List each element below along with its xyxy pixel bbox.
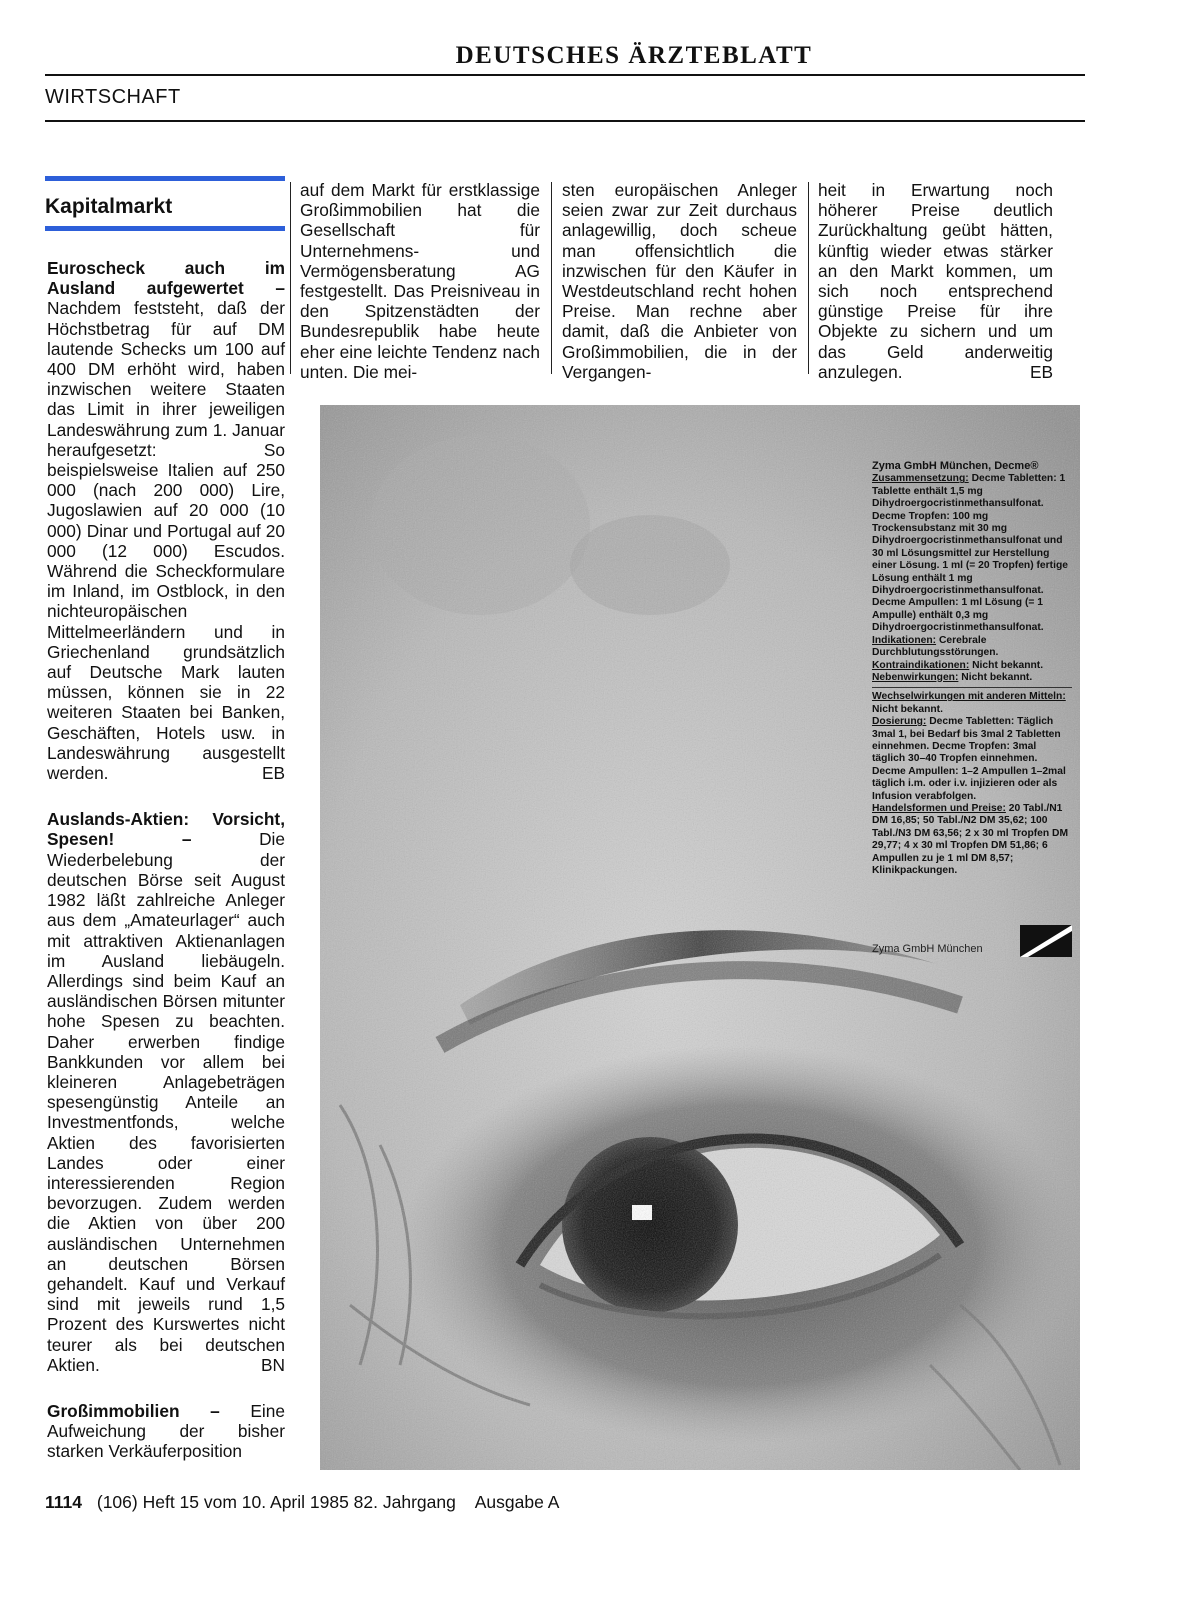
article-body: Die Wiederbelebung der deutschen Börse seit August 1982 läßt zahlreiche Anleger aus dem „Amateurlager“ auch mit attraktiven Aktienanlagen im Ausland liebäugeln. Allerdings sind beim Kauf an ausländischen Börsen mitunter hohe Spesen zu beachten. Daher erwerben findige Bankkunden vor allem bei kleineren Anlagebeträgen spesengünstig Anteile an Investmentfonds, welche Aktien des favorisierten Landes oder einer interessierenden Region bevorzugen. Zudem werden die Aktien von über 200 ausländischen Unternehmen an deutschen Börsen gehandelt. Kauf und Verkauf sind mit jeweils rund 1,5 Prozent des Kurswertes nicht teurer als bei deutschen Aktien. bbox=[47, 829, 285, 1375]
article-signature: BN bbox=[260, 1354, 285, 1375]
masthead-rule bbox=[45, 74, 1085, 76]
article-headline: Euroscheck auch im Ausland aufgewertet – bbox=[47, 258, 285, 299]
page-number: 1114 bbox=[45, 1492, 82, 1512]
article-grossimmobilien bbox=[47, 1401, 285, 1462]
ad-text: Decme Tabletten: 1 Tablette enthält 1,5 mg Dihydroergocristinmethansulfonat. Decme Tropfen: 100 mg Trockensubstanz mit 30 mg Dihydroergocristinmethansulfonat und 30 ml Lösungsmittel zur Herstellung einer Lösung. 1 ml (= 20 Tropfen) fertige Lösung enthält 1 mg Dihydroergocristinmethansulfonat. Decme Ampullen: 1 ml Lösung (= 1 Ampulle) enthält 0,3 mg Dihydroergocristinmethansulfonat. bbox=[872, 473, 1068, 634]
continuation-text: heit in Erwartung noch höherer Preise deutlich Zurückhaltung geübt hätten, künftig wieder etwas stärker an den Markt kommen, um sich noch entsprechend günstige Preise für ihre Objekte zu sichern und um das Geld anderweitig anzulegen. bbox=[818, 180, 1053, 382]
ad-label: Nebenwirkungen: bbox=[872, 671, 959, 683]
ad-text: Nicht bekannt. bbox=[872, 703, 943, 715]
ad-text: Nicht bekannt. bbox=[961, 671, 1033, 683]
article-signature: EB bbox=[1029, 361, 1053, 382]
article-auslands-aktien bbox=[47, 809, 285, 1375]
ad-label: Wechselwirkungen mit anderen Mitteln: bbox=[872, 691, 1066, 703]
article-signature: EB bbox=[261, 763, 285, 784]
advertisement-product-info bbox=[872, 460, 1072, 877]
article-headline: Großimmobilien – bbox=[47, 1400, 220, 1421]
rubric-bottom-bar bbox=[45, 226, 285, 231]
ad-label: Dosierung: bbox=[872, 716, 927, 728]
article-body: Eine Aufweichung der bisher starken Verkäuferposition bbox=[47, 1400, 285, 1462]
ad-label: Kontraindikationen: bbox=[872, 659, 970, 671]
rubric-top-bar bbox=[45, 176, 285, 181]
ad-text: Decme Tabletten: Täglich 3mal 1, bei Bedarf bis 3mal 2 Tabletten einnehmen. Decme Tropfen: 3mal täglich 30–40 Tropfen einnehmen. Decme Ampullen: 1–2 Ampullen 1–2mal täglich i.m. oder i.v. injizieren oder als Infusion verabfolgen. bbox=[872, 716, 1066, 802]
ad-text: 20 Tabl./N1 DM 16,85; 50 Tabl./N2 DM 35,62; 100 Tabl./N3 DM 63,56; 2 x 30 ml Tropfen DM 29,77; 4 x 30 ml Tropfen DM 51,86; 6 Ampullen zu je 1 ml DM 8,57; Klinikpackungen. bbox=[872, 802, 1069, 876]
ad-text: Cerebrale Durchblutungsstörungen. bbox=[872, 634, 999, 659]
rubric-title: Kapitalmarkt bbox=[45, 195, 173, 218]
left-column bbox=[47, 258, 285, 1462]
continuation-column-2 bbox=[300, 180, 540, 382]
section-rule bbox=[45, 120, 1085, 122]
masthead: DEUTSCHES ÄRZTEBLATT bbox=[455, 42, 813, 69]
ad-product-title: Zyma GmbH München, Decme® bbox=[872, 460, 1039, 472]
continuation-column-3 bbox=[562, 180, 797, 382]
edition-label: Ausgabe A bbox=[474, 1492, 560, 1512]
column-divider bbox=[290, 182, 291, 374]
zyma-logo-icon bbox=[1020, 925, 1072, 957]
ad-text: Nicht bekannt. bbox=[972, 659, 1044, 671]
continuation-column-4 bbox=[818, 180, 1053, 382]
continuation-text: sten europäischen Anleger seien zwar zur Zeit durchaus anlagewillig, doch scheue man offensichtlich die inzwischen für den Käufer in Westdeutschland recht hohen Preise. Man rechne aber damit, daß die Anbieter von Großimmobilien, die in der Vergangen- bbox=[562, 180, 797, 382]
article-body: Nachdem feststeht, daß der Höchstbetrag für auf DM lautende Schecks um 100 auf 400 DM erhöht wird, haben inzwischen weitere Staaten das Limit in ihrer jeweiligen Landeswährung zum 1. Januar heraufgesetzt: So beispielsweise Italien auf 250 000 (nach 200 000) Lire, Jugoslawien auf 20 000 (10 000) Dinar und Portugal auf 20 000 (12 000) Escudos. Während die Scheckformulare im Inland, im Ostblock, in den nichteuropäischen Mittelmeerländern und in Griechenland grundsätzlich auf Deutsche Mark lauten müssen, können sie in 22 weiteren Staaten bei Banken, Geschäften, Hotels usw. in Landeswährung ausgestellt werden. bbox=[47, 298, 285, 784]
page-footer bbox=[45, 1492, 559, 1513]
article-headline: Auslands-Aktien: Vorsicht, Spesen! – bbox=[47, 809, 285, 850]
issue-info: (106) Heft 15 vom 10. April 1985 82. Jahrgang bbox=[96, 1492, 456, 1512]
ad-label: Handelsformen und Preise: bbox=[872, 802, 1006, 814]
ad-company: Zyma GmbH München bbox=[872, 943, 983, 955]
article-euroscheck bbox=[47, 258, 285, 783]
section-label: WIRTSCHAFT bbox=[45, 86, 181, 108]
column-divider bbox=[808, 182, 809, 374]
continuation-text: auf dem Markt für erstklassige Großimmobilien hat die Gesellschaft für Unternehmens- und Vermögensberatung AG festgestellt. Das Preisniveau in den Spitzenstädten der Bundesrepublik habe heute eher eine leichte Tendenz nach unten. Die mei- bbox=[300, 180, 540, 382]
ad-label: Zusammensetzung: bbox=[872, 473, 969, 485]
column-divider bbox=[551, 182, 552, 374]
ad-label: Indikationen: bbox=[872, 634, 937, 646]
